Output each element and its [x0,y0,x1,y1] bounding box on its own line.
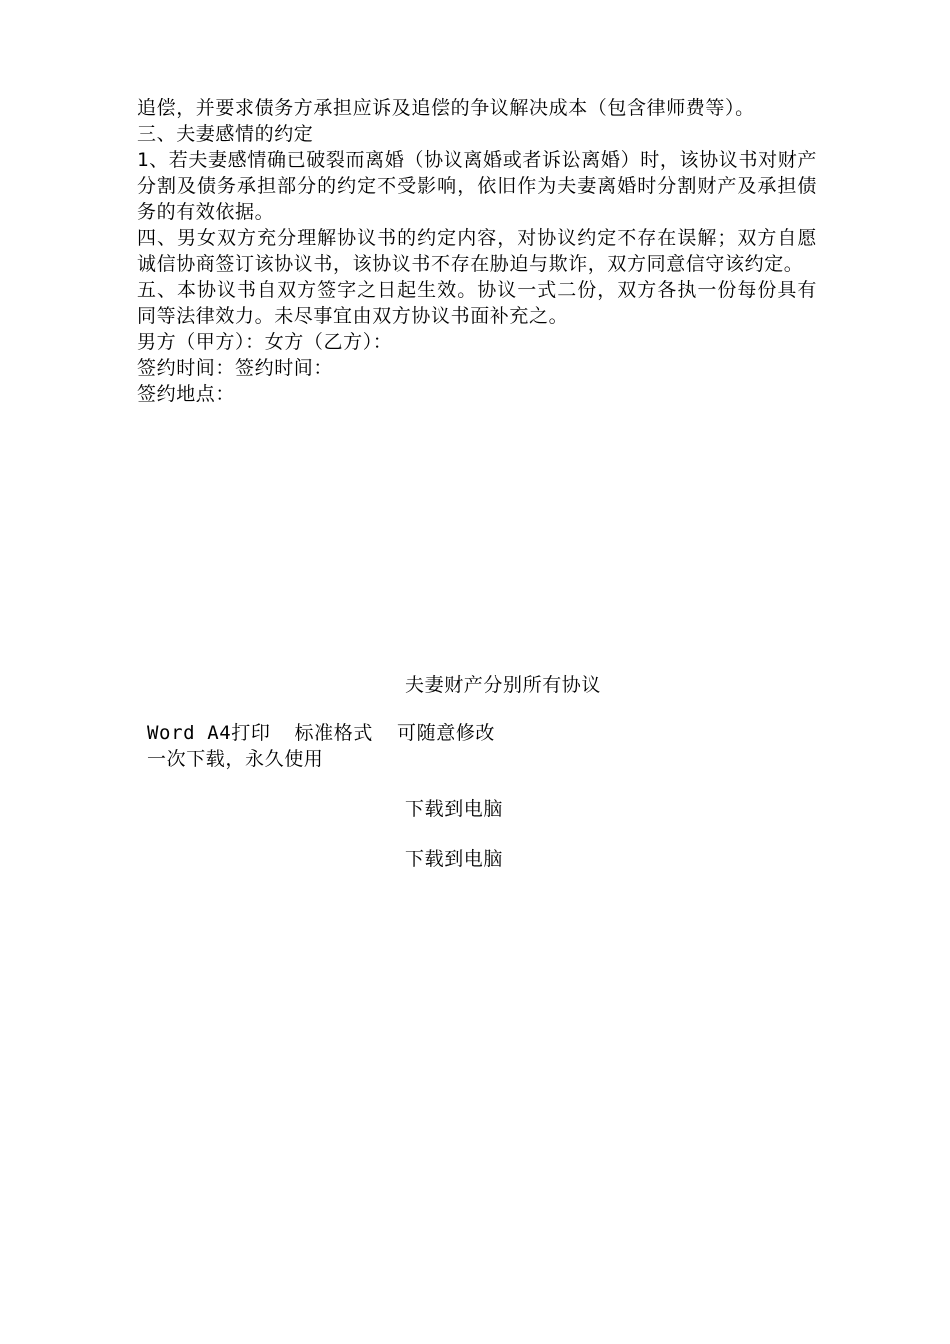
download-to-pc-link-2[interactable]: 下载到电脑 [405,848,504,870]
paragraph-compensation: 追偿，并要求债务方承担应诉及追偿的争议解决成本（包含律师费等）。 [137,97,755,119]
agreement-body [137,95,817,407]
signing-place-line: 签约地点： [137,383,236,405]
heading-marital-agreement: 三、夫妻感情的约定 [137,123,314,145]
download-to-pc-link[interactable]: 下载到电脑 [405,798,504,820]
paragraph-effective-clause: 五、本协议书自双方签字之日起生效。协议一式二份，双方各执一份每份具有同等法律效力。未尽事宜由双方协议书面补充之。 [137,279,817,327]
signing-time-line: 签约时间：签约时间： [137,357,334,379]
signature-parties-line: 男方（甲方）：女方（乙方）： [137,331,393,353]
promo-features: Word A4打印 标准格式 可随意修改 [147,722,496,744]
paragraph-understanding-clause: 四、男女双方充分理解协议书的约定内容，对协议约定不存在误解；双方自愿诚信协商签订该协议书，该协议书不存在胁迫与欺诈，双方同意信守该约定。 [137,227,817,275]
promo-features-line2: 一次下载，永久使用 [147,748,324,770]
paragraph-divorce-clause: 1、若夫妻感情确已破裂而离婚（协议离婚或者诉讼离婚）时，该协议书对财产分割及债务承担部分的约定不受影响，依旧作为夫妻离婚时分割财产及承担债务的有效依据。 [137,149,817,223]
promo-title: 夫妻财产分别所有协议 [405,674,602,696]
